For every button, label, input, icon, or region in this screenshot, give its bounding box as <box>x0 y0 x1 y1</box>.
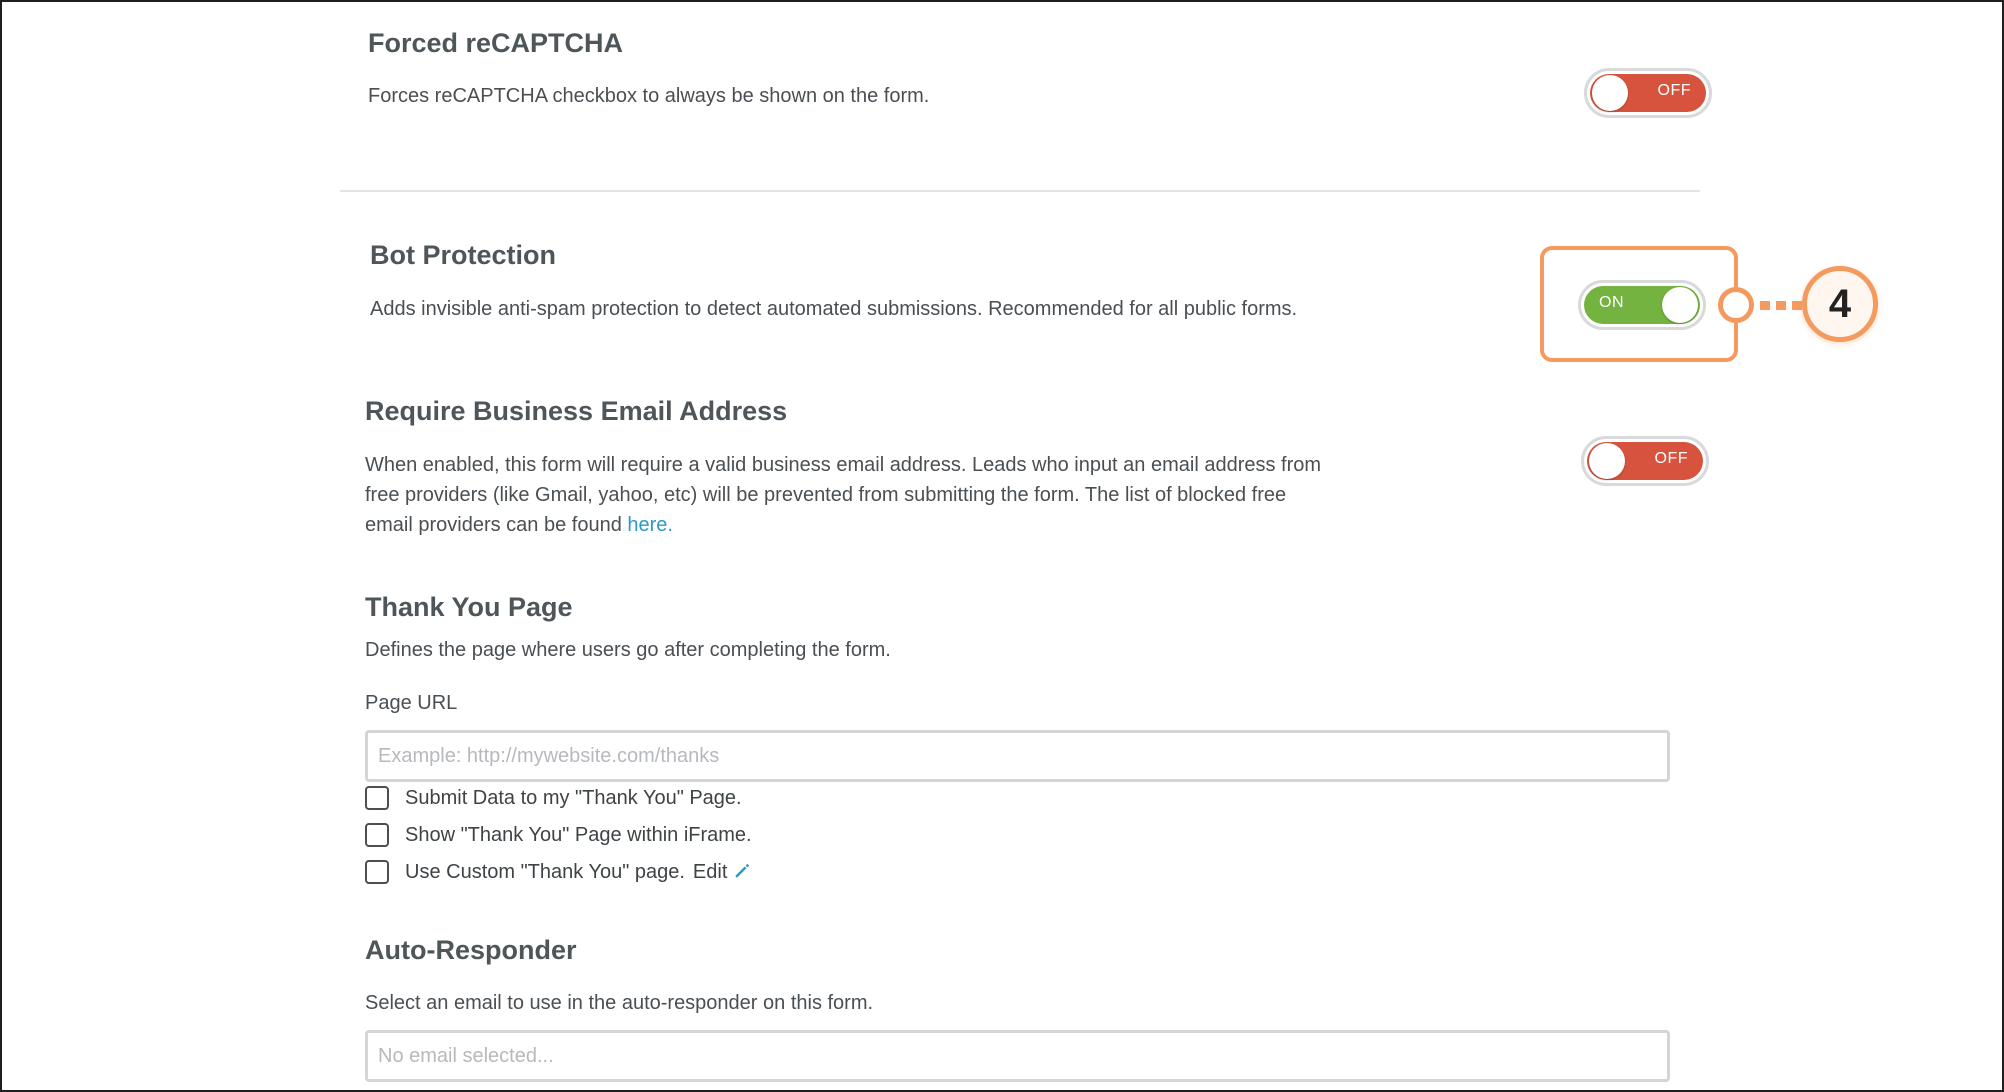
callout-highlight-box <box>1540 246 1738 362</box>
edit-link-text: Edit <box>692 860 728 883</box>
page-url-input[interactable] <box>365 730 1670 782</box>
edit-custom-page-link[interactable] <box>693 861 751 884</box>
business-email-description <box>365 450 1365 540</box>
auto-responder-title: Auto-Responder <box>365 935 577 965</box>
forced-recaptcha-description: Forces reCAPTCHA checkbox to always be shown on the form. <box>368 85 930 107</box>
callout-step-number: 4 <box>1802 266 1878 342</box>
toggle-state-label: OFF <box>1657 82 1691 99</box>
auto-responder-email-select[interactable] <box>365 1030 1670 1082</box>
iframe-option <box>365 820 752 850</box>
bot-protection-title: Bot Protection <box>370 240 556 270</box>
submit-data-option <box>365 783 742 813</box>
page-url-label: Page URL <box>365 692 458 714</box>
business-email-description-text: email providers can be found <box>365 514 628 536</box>
blocked-providers-link[interactable]: here <box>627 514 668 536</box>
toggle-state-label: ON <box>1599 294 1624 311</box>
callout-connector-dot <box>1718 287 1754 323</box>
business-email-toggle[interactable] <box>1581 436 1709 486</box>
business-email-description-line: When enabled, this form will require a valid business email address. Leads who input an email address from <box>365 454 1322 476</box>
forced-recaptcha-title: Forced reCAPTCHA <box>368 28 624 58</box>
business-email-description-line <box>365 510 1365 540</box>
pencil-icon <box>733 862 751 880</box>
toggle-knob <box>1589 443 1625 479</box>
auto-responder-description: Select an email to use in the auto-responder on this form. <box>365 992 874 1014</box>
custom-thank-you-option <box>365 857 751 887</box>
callout-connector-dash <box>1776 301 1786 310</box>
thank-you-description: Defines the page where users go after completing the form. <box>365 639 891 661</box>
section-divider <box>340 190 1700 192</box>
callout-connector-dash <box>1792 301 1802 310</box>
link-period: . <box>667 514 673 536</box>
business-email-description-line: free providers (like Gmail, yahoo, etc) will be prevented from submitting the form. The list of blocked free <box>365 484 1287 506</box>
submit-data-label: Submit Data to my "Thank You" Page. <box>405 786 742 809</box>
thank-you-title: Thank You Page <box>365 592 573 622</box>
iframe-checkbox[interactable] <box>365 823 389 847</box>
submit-data-checkbox[interactable] <box>365 786 389 810</box>
callout-connector-dash <box>1760 301 1770 310</box>
bot-protection-description: Adds invisible anti-spam protection to detect automated submissions. Recommended for all public forms. <box>370 298 1298 320</box>
custom-thank-you-checkbox[interactable] <box>365 860 389 884</box>
iframe-label: Show "Thank You" Page within iFrame. <box>405 823 752 846</box>
toggle-state-label: OFF <box>1654 450 1688 467</box>
forced-recaptcha-toggle[interactable] <box>1584 68 1712 118</box>
custom-thank-you-label: Use Custom "Thank You" page. <box>405 860 685 883</box>
business-email-title: Require Business Email Address <box>365 396 788 426</box>
toggle-knob <box>1592 75 1628 111</box>
